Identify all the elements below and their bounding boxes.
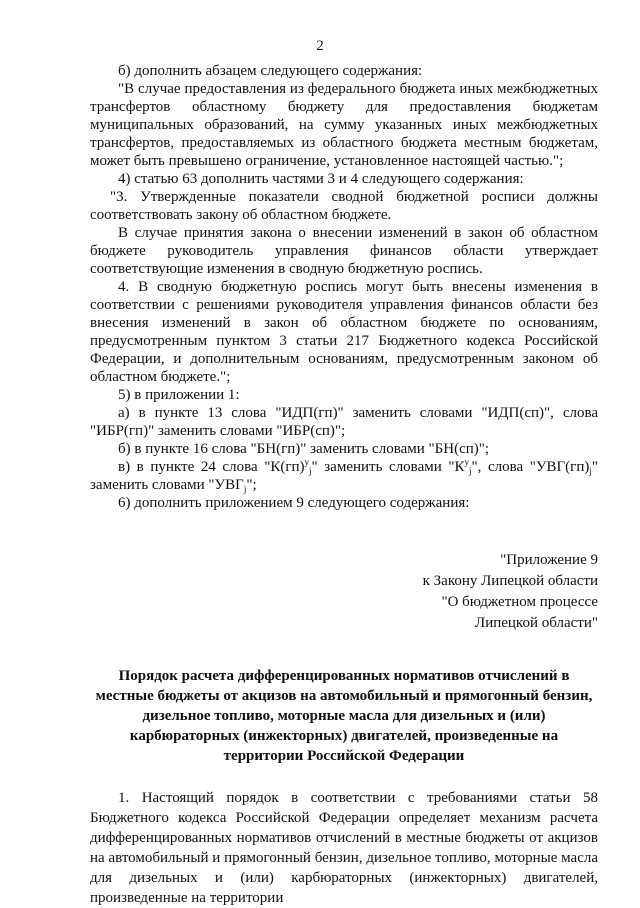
- appendix-line-4: Липецкой области": [475, 615, 598, 631]
- paragraph-appendix-1: 5) в приложении 1:: [118, 387, 240, 403]
- item-v-sup-2: у: [464, 457, 469, 467]
- appendix-line-2: к Закону Липецкой области: [422, 573, 598, 589]
- paragraph-article-63: 4) статью 63 дополнить частями 3 и 4 следующего содержания:: [118, 171, 524, 187]
- document-body: [90, 62, 598, 908]
- paragraph-law-changes: В случае принятия закона о внесении изменений в закон об областном бюджете руководитель управления финансов области утверждает соответствующие изменения в сводную бюджетную роспись.: [90, 225, 598, 277]
- paragraph-quoted-transfers: "В случае предоставления из федерального бюджета иных межбюджетных трансфертов областному бюджету для предоставления бюджетам муниципальных образований, на сумму указанных иных межбюджетных трансфертов, предоставляемых из областного бюджета местным бюджетам, может быть превышено ограничение, установленное настоящей частью.";: [90, 81, 598, 169]
- item-v-sub-3: j: [589, 466, 592, 476]
- appendix-line-3: "О бюджетном процессе: [441, 594, 598, 610]
- item-v-sup-1: у: [304, 457, 310, 467]
- section-body: [90, 788, 598, 908]
- paragraph-6-appendix-9: 6) дополнить приложением 9 следующего содержания:: [118, 495, 470, 511]
- item-v-mid-1: " заменить словами "К: [311, 459, 465, 475]
- paragraph-part-3: "3. Утвержденные показатели сводной бюджетной росписи должны соответствовать закону об областном бюджете.: [90, 189, 598, 223]
- item-v-suffix: ";: [246, 477, 257, 493]
- item-v-sub-4: j: [243, 484, 247, 494]
- item-v-sub-1: j: [309, 466, 312, 476]
- item-v-prefix: в) в пункте 24 слова "К(гп): [118, 459, 305, 475]
- paragraph-item-v: [90, 458, 598, 494]
- section-heading: Порядок расчета дифференцированных нормативов отчислений в местные бюджеты от акцизов на автомобильный и прямогонный бензин, дизельное топливо, моторные масла для дизельных и (или) карбюраторных (инжекторных) двигателей, произведенные на территории Российской Федерации: [95, 668, 593, 764]
- paragraph-item-b: б) в пункте 16 слова "БН(гп)" заменить словами "БН(сп)";: [118, 441, 490, 457]
- paragraph-order-1: 1. Настоящий порядок в соответствии с требованиями статьи 58 Бюджетного кодекса Российской Федерации определяет механизм расчета дифференцированных нормативов отчислений в местные бюджеты от акцизов на автомобильный и прямогонный бензин, дизельное топливо, моторные масла для дизельных и (или) карбюраторных (инжекторных) двигателей, произведенные на территории: [90, 790, 598, 906]
- paragraph-part-4: 4. В сводную бюджетную роспись могут быть внесены изменения в соответствии с решениями руководителя управления финансов области без внесения изменений в закон об областном бюджете по основаниям, предусмотренным пунктом 3 статьи 217 Бюджетного кодекса Российской Федерации, и дополнительным основаниям, предусмотренным законом об областном бюджете.";: [90, 279, 598, 385]
- item-v-mid-2: ", слова "УВГ(гп): [471, 459, 590, 475]
- appendix-header: [90, 550, 598, 634]
- item-v-sub-2: j: [468, 466, 472, 476]
- item-v-mid-3: " заменить словами "УВГ: [90, 459, 598, 493]
- appendix-line-1: "Приложение 9: [500, 552, 598, 568]
- page-number: 2: [316, 38, 324, 54]
- paragraph-b-add-abzac: б) дополнить абзацем следующего содержания:: [118, 63, 423, 79]
- paragraph-item-a: а) в пункте 13 слова "ИДП(гп)" заменить словами "ИДП(сп)", слова "ИБР(гп)" заменить словами "ИБР(сп)";: [90, 405, 598, 439]
